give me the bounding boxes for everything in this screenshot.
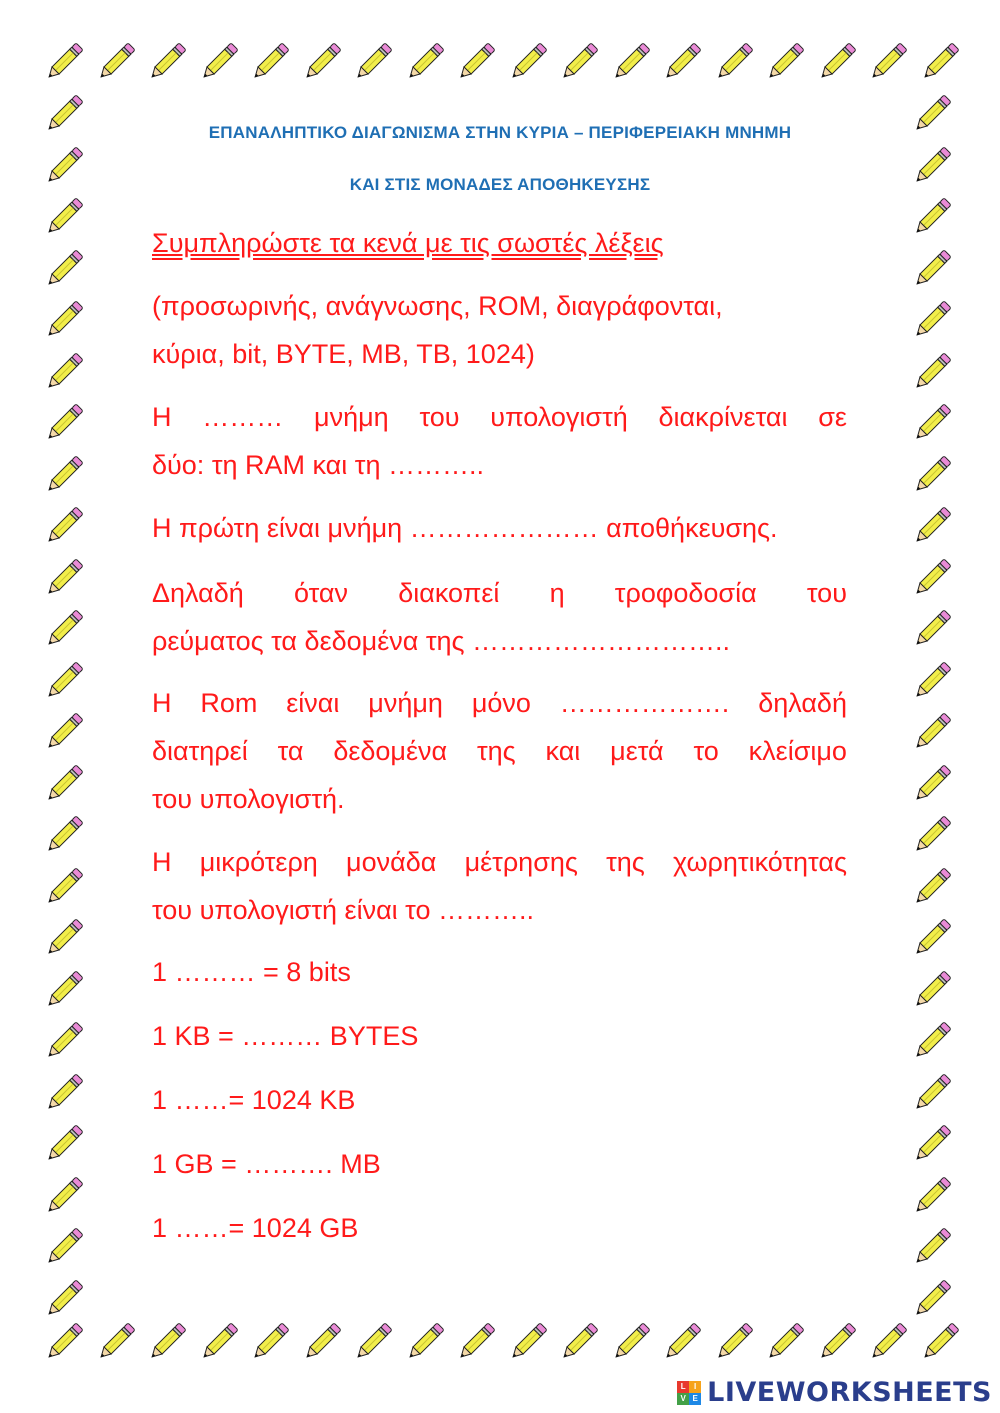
- pencil-icon: [143, 38, 191, 86]
- pencil-icon: [908, 451, 956, 499]
- pencil-icon: [452, 1318, 500, 1366]
- pencil-icon: [504, 38, 552, 86]
- pencil-icon: [908, 399, 956, 447]
- word: το: [693, 736, 719, 766]
- word-bank-line-1: (προσωρινής, ανάγνωσης, ROM, διαγράφονται,: [152, 291, 723, 321]
- word: η: [549, 578, 565, 608]
- word: χωρητικότητας: [673, 847, 847, 877]
- pencil-icon: [813, 38, 861, 86]
- pencil-icon: [908, 1172, 956, 1220]
- word: ………: [202, 402, 284, 432]
- word: όταν: [294, 578, 349, 608]
- pencil-icon: [908, 811, 956, 859]
- pencil-icon: [40, 1223, 88, 1271]
- pencil-icon: [710, 38, 758, 86]
- pencil-icon: [908, 245, 956, 293]
- pencil-icon: [908, 760, 956, 808]
- instruction: Συμπληρώστε τα κενά με τις σωστές λέξεις: [152, 228, 664, 258]
- pencil-icon: [908, 1120, 956, 1168]
- equation-tb: 1 ……= 1024 GB: [152, 1213, 359, 1243]
- word: μόνο: [471, 688, 531, 718]
- word: δηλαδή: [758, 688, 847, 718]
- liveworksheets-wordmark: LIVEWORKSHEETS: [707, 1377, 992, 1408]
- pencil-icon: [908, 193, 956, 241]
- pencil-icon: [40, 708, 88, 756]
- pencil-icon: [908, 1017, 956, 1065]
- pencil-icon: [40, 1275, 88, 1323]
- pencil-icon: [40, 863, 88, 911]
- pencil-icon: [40, 193, 88, 241]
- pencil-icon: [908, 708, 956, 756]
- pencil-icon: [92, 38, 140, 86]
- pencil-icon: [349, 1318, 397, 1366]
- pencil-icon: [195, 1318, 243, 1366]
- paragraph-1-line-2: δύο: τη RAM και τη ………..: [152, 450, 484, 480]
- pencil-icon: [92, 1318, 140, 1366]
- pencil-icon: [607, 38, 655, 86]
- pencil-icon: [40, 38, 88, 86]
- pencil-icon: [504, 1318, 552, 1366]
- worksheet-title-line-2: ΚΑΙ ΣΤΙΣ ΜΟΝΑΔΕΣ ΑΠΟΘΗΚΕΥΣΗΣ: [349, 175, 651, 194]
- pencil-icon: [401, 38, 449, 86]
- word: του: [419, 402, 460, 432]
- pencil-icon: [40, 914, 88, 962]
- word: υπολογιστή: [490, 402, 628, 432]
- word: της: [606, 847, 645, 877]
- pencil-icon: [908, 1223, 956, 1271]
- pencil-icon: [864, 1318, 912, 1366]
- paragraph-4-line-1: [152, 686, 847, 720]
- pencil-icon: [710, 1318, 758, 1366]
- pencil-icon: [555, 1318, 603, 1366]
- paragraph-1-line-1: [152, 400, 847, 434]
- pencil-icon: [607, 1318, 655, 1366]
- word: και: [545, 736, 581, 766]
- equation-kb: 1 KB = ……… BYTES: [152, 1021, 419, 1051]
- pencil-icon: [40, 245, 88, 293]
- pencil-icon: [658, 38, 706, 86]
- paragraph-2: Η πρώτη είναι μνήμη ………………… αποθήκευσης.: [152, 513, 778, 543]
- pencil-icon: [916, 1318, 964, 1366]
- word: τα: [277, 736, 304, 766]
- pencil-icon: [916, 38, 964, 86]
- pencil-icon: [908, 914, 956, 962]
- word: Rom: [200, 688, 258, 718]
- pencil-icon: [298, 38, 346, 86]
- word: μνήμη: [368, 688, 443, 718]
- pencil-icon: [246, 38, 294, 86]
- pencil-icon: [40, 348, 88, 396]
- pencil-icon: [658, 1318, 706, 1366]
- pencil-icon: [40, 605, 88, 653]
- pencil-icon: [40, 502, 88, 550]
- equation-gb: 1 GB = ………. MB: [152, 1149, 381, 1179]
- word: Η: [152, 688, 172, 718]
- word: μέτρησης: [464, 847, 578, 877]
- pencil-icon: [246, 1318, 294, 1366]
- pencil-icon: [40, 1172, 88, 1220]
- pencil-icon: [761, 38, 809, 86]
- word: σε: [818, 402, 847, 432]
- pencil-icon: [40, 1017, 88, 1065]
- pencil-icon: [908, 1275, 956, 1323]
- worksheet-title-line-1: ΕΠΑΝΑΛΗΠΤΙΚΟ ΔΙΑΓΩΝΙΣΜΑ ΣΤΗΝ ΚΥΡΙΑ – ΠΕΡΙΦΕΡΕΙΑΚΗ ΜΝΗΜΗ: [208, 123, 792, 142]
- word: Δηλαδή: [152, 578, 244, 608]
- paragraph-3-line-1: [152, 576, 847, 610]
- word: δεδομένα: [333, 736, 448, 766]
- pencil-icon: [908, 554, 956, 602]
- paragraph-4-line-2: [152, 734, 847, 768]
- pencil-icon: [908, 863, 956, 911]
- word: κλείσιμο: [748, 736, 847, 766]
- word: μετά: [610, 736, 664, 766]
- word: διακοπεί: [398, 578, 500, 608]
- pencil-icon: [908, 657, 956, 705]
- word: ……………….: [559, 688, 730, 718]
- pencil-icon: [143, 1318, 191, 1366]
- pencil-icon: [349, 38, 397, 86]
- word-bank-line-2: κύρια, bit, BYTE, MB, TB, 1024): [152, 339, 535, 369]
- pencil-icon: [864, 38, 912, 86]
- pencil-icon: [40, 399, 88, 447]
- word: τροφοδοσία: [614, 578, 757, 608]
- pencil-icon: [298, 1318, 346, 1366]
- liveworksheets-logo-icon: L I V E: [677, 1381, 701, 1405]
- word: διατηρεί: [152, 736, 248, 766]
- pencil-icon: [761, 1318, 809, 1366]
- pencil-icon: [452, 38, 500, 86]
- pencil-icon: [908, 296, 956, 344]
- pencil-icon: [908, 502, 956, 550]
- equation-byte: 1 ……… = 8 bits: [152, 957, 351, 987]
- paragraph-5-line-2: του υπολογιστή είναι το ………..: [152, 895, 534, 925]
- word: της: [476, 736, 516, 766]
- equation-mb: 1 ……= 1024 KB: [152, 1085, 356, 1115]
- pencil-icon: [40, 811, 88, 859]
- word: μνήμη: [314, 402, 389, 432]
- pencil-icon: [40, 760, 88, 808]
- paragraph-5-line-1: [152, 845, 847, 879]
- pencil-icon: [908, 348, 956, 396]
- word: Η: [152, 847, 172, 877]
- pencil-icon: [908, 605, 956, 653]
- pencil-icon: [40, 657, 88, 705]
- pencil-icon: [40, 1069, 88, 1117]
- word: μικρότερη: [199, 847, 318, 877]
- word: μονάδα: [346, 847, 437, 877]
- liveworksheets-watermark: [677, 1377, 992, 1408]
- pencil-icon: [195, 38, 243, 86]
- paragraph-3-line-2: ρεύματος τα δεδομένα της ………………………..: [152, 626, 731, 656]
- pencil-icon: [40, 451, 88, 499]
- word: είναι: [286, 688, 340, 718]
- pencil-icon: [40, 966, 88, 1014]
- pencil-icon: [40, 296, 88, 344]
- word: Η: [152, 402, 172, 432]
- pencil-icon: [40, 1120, 88, 1168]
- pencil-icon: [40, 554, 88, 602]
- pencil-icon: [40, 1318, 88, 1366]
- word: διακρίνεται: [658, 402, 788, 432]
- pencil-icon: [555, 38, 603, 86]
- pencil-icon: [401, 1318, 449, 1366]
- paragraph-4-line-3: του υπολογιστή.: [152, 784, 345, 814]
- pencil-icon: [908, 966, 956, 1014]
- pencil-icon: [813, 1318, 861, 1366]
- pencil-icon: [908, 1069, 956, 1117]
- word: του: [806, 578, 847, 608]
